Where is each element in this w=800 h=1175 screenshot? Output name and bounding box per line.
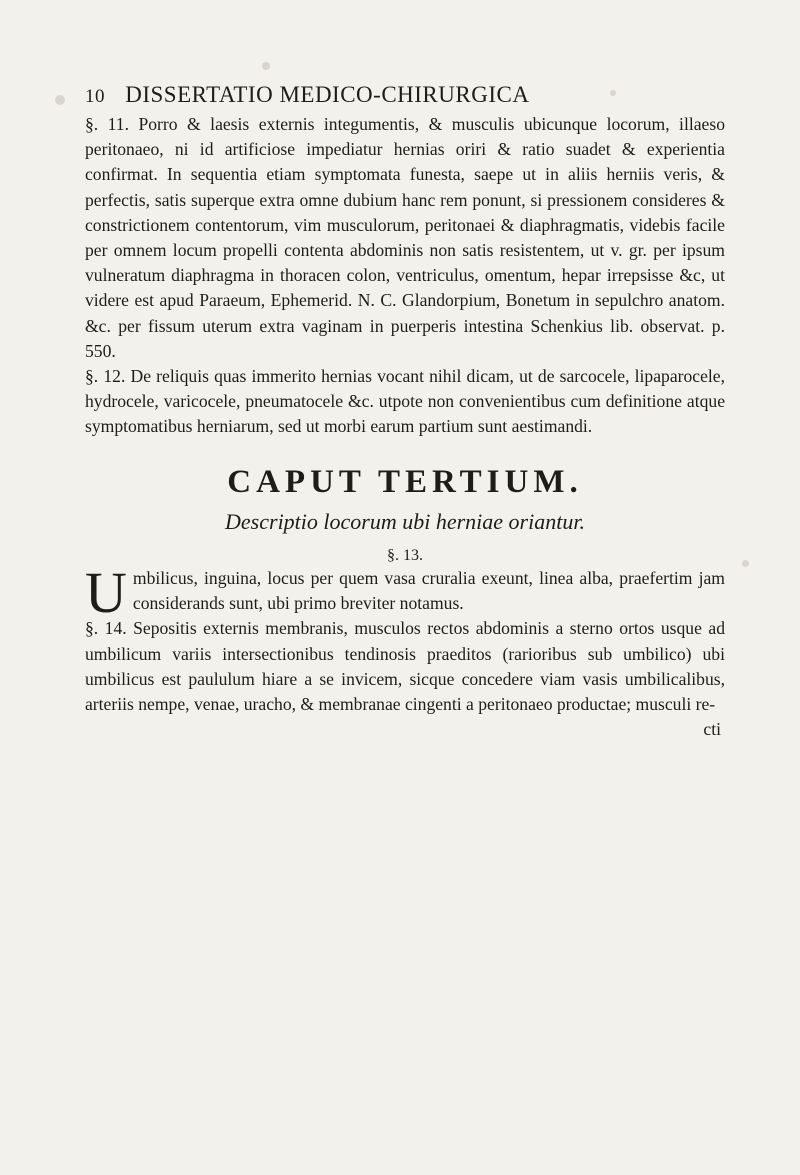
drop-capital: U [85,560,127,626]
paragraph-13-text: mbilicus, inguina, locus per quem vasa cruralia exeunt, linea alba, praefertim jam considerands sunt, ubi primo breviter notamus. [132,568,725,614]
section-13-number: §. 13. [387,547,423,565]
foxing-spot [262,62,270,70]
chapter-heading: CAPUT TERTIUM. [227,463,583,500]
foxing-spot [742,560,749,567]
paragraph-13 [85,560,725,626]
foxing-spot [55,95,65,105]
page-number: 10 [85,86,105,107]
chapter-subtitle: Descriptio locorum ubi herniae oriantur. [225,508,585,534]
paragraph-11: §. 11. Porro & laesis externis integumentis, & musculis ubicunque locorum, illaeso peritonaeo, ni id artificiose impediatur hernias oriri & ratio suadet & experientia confirmat. In sequentia etiam symptomata funesta, saepe ut in aliis herniis veris, & perfectis, satis superque extra omne dubium hanc rem ponunt, si pressionem consideres & constrictionem contentorum, vim musculorum, peritonaei & diaphragmatis, videbis facile per omnem locum propelli contenta abdominis non satis resistentem, ut v. gr. per ipsum vulneratum diaphragma in thoracen colon, ventriculus, omentum, hepar irrepsisse &c, ut videre est apud Paraeum, Ephemerid. N. C. Glandorpium, Bonetum in sepulchro anatom. &c. per fissum uterum extra vaginam in puerperis intestina Schenkius lib. observat. p. 550. [85,114,725,361]
running-header [85,82,725,108]
paragraph-14: §. 14. Sepositis externis membranis, musculos rectos abdominis a sterno ortos usque ad umbilicum variis intersectionibus tendinosis praeditos (rarioribus sub umbilico) ubi umbilicus est paululum hiare a se invicem, sicque concedere viam vasis umbilicalibus, arteriis nempe, venae, uracho, & membranae cingenti a peritonaeo productae; musculi re- [85,618,725,715]
catchword: cti [703,719,721,740]
text-body [85,112,725,742]
running-title: DISSERTATIO MEDICO-CHIRURGICA [125,82,530,107]
foxing-spot [610,90,616,96]
paragraph-12: §. 12. De reliquis quas immerito hernias vocant nihil dicam, ut de sarcocele, lipaparocele, hydrocele, varicocele, pneumatocele &c. utpote non convenientibus cum definitione atque symptomatibus herniarum, sed ut morbi earum partium sunt aestimandi. [85,366,725,437]
